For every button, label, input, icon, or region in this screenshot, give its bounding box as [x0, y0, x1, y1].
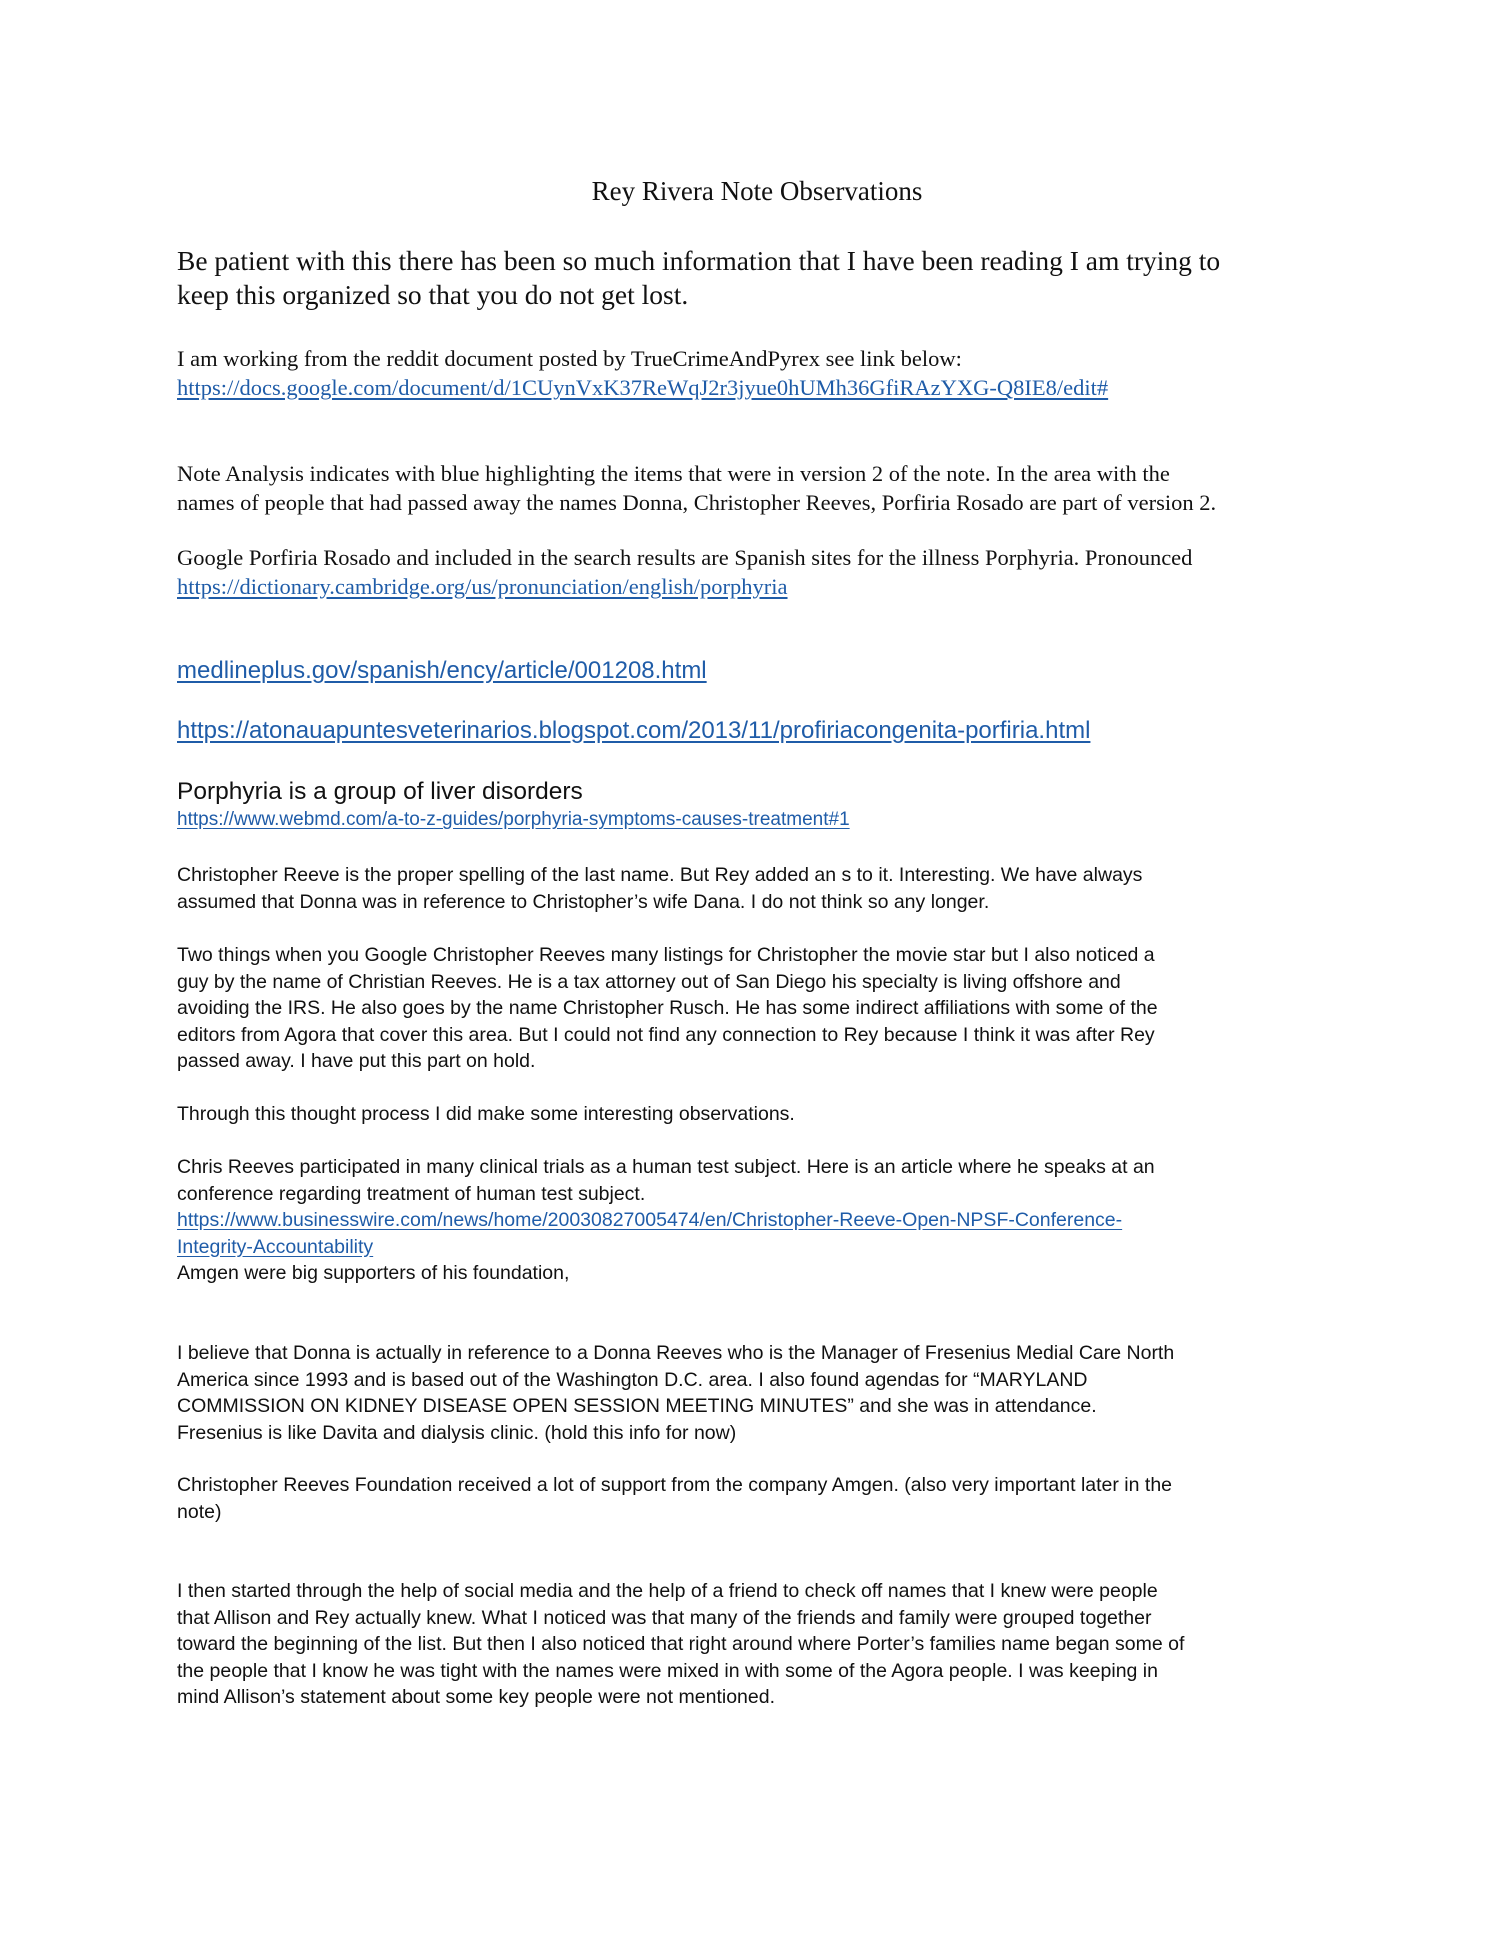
donna-paragraph — [177, 1340, 1337, 1446]
donna-line: COMMISSION ON KIDNEY DISEASE OPEN SESSION MEETING MINUTES” and she was in attendance. — [177, 1395, 1097, 1417]
amgen-line: Amgen were big supporters of his foundation, — [177, 1262, 570, 1284]
medline-paragraph — [177, 656, 1337, 686]
two-things-line: Two things when you Google Christopher Reeves many listings for Christopher the movie star but I also noticed a — [177, 944, 1155, 966]
foundation-line: note) — [177, 1500, 222, 1523]
businesswire-link[interactable]: https://www.businesswire.com/news/home/20030827005474/en/Christopher-Reeve-Open-NPSF-Conference- — [177, 1209, 1123, 1231]
donna-line: I believe that Donna is actually in reference to a Donna Reeves who is the Manager of Fresenius Medial Care North — [177, 1342, 1175, 1364]
medline-link[interactable]: medlineplus.gov/spanish/ency/article/001208.html — [177, 657, 707, 684]
blog-paragraph — [177, 716, 1337, 746]
two-things-paragraph — [177, 942, 1337, 1075]
foundation-paragraph — [177, 1472, 1337, 1525]
reeve-paragraph — [177, 862, 1337, 915]
source-paragraph — [177, 344, 1337, 402]
google-text: Google Porfiria Rosado and included in the search results are Spanish sites for the illness Porphyria. Pronounced — [177, 545, 1193, 570]
porphyria-heading: Porphyria is a group of liver disorders — [177, 778, 583, 805]
social-line: I then started through the help of social media and the help of a friend to check off names that I knew were people — [177, 1580, 1158, 1602]
blog-link[interactable]: https://atonauapuntesveterinarios.blogspot.com/2013/11/profiriacongenita-porfiria.html — [177, 717, 1091, 744]
social-line: that Allison and Rey actually knew. What I noticed was that many of the friends and family were grouped together — [177, 1606, 1152, 1629]
reeve-line: assumed that Donna was in reference to Christopher’s wife Dana. I do not think so any longer. — [177, 890, 990, 913]
analysis-line: Note Analysis indicates with blue highlighting the items that were in version 2 of the note. In the area with the — [177, 461, 1170, 486]
intro-paragraph — [177, 244, 1337, 312]
source-text: I am working from the reddit document posted by TrueCrimeAndPyrex see link below: — [177, 346, 962, 371]
porphyria-section — [177, 777, 1337, 832]
intro-line: Be patient with this there has been so much information that I have been reading I am trying to — [177, 245, 1221, 276]
foundation-line: Christopher Reeves Foundation received a lot of support from the company Amgen. (also very important later in the — [177, 1474, 1173, 1496]
donna-line: Fresenius is like Davita and dialysis clinic. (hold this info for now) — [177, 1421, 737, 1444]
page-title: Rey Rivera Note Observations — [591, 176, 923, 206]
social-line: mind Allison’s statement about some key people were not mentioned. — [177, 1686, 775, 1708]
two-things-line: passed away. I have put this part on hold. — [177, 1050, 536, 1072]
webmd-link[interactable]: https://www.webmd.com/a-to-z-guides/porphyria-symptoms-causes-treatment#1 — [177, 809, 850, 830]
social-line: toward the beginning of the list. But then I also noticed that right around where Porter’s families name began some of — [177, 1633, 1185, 1655]
two-things-line: avoiding the IRS. He also goes by the name Christopher Rusch. He has some indirect affiliations with some of the — [177, 997, 1158, 1019]
intro-line: keep this organized so that you do not get lost. — [177, 279, 689, 310]
google-paragraph — [177, 543, 1337, 601]
thought-line: Through this thought process I did make some interesting observations. — [177, 1103, 795, 1125]
businesswire-link[interactable]: Integrity-Accountability — [177, 1235, 374, 1258]
pronunciation-link[interactable]: https://dictionary.cambridge.org/us/pronunciation/english/porphyria — [177, 574, 788, 599]
donna-line: America since 1993 and is based out of the Washington D.C. area. I also found agendas for “MARYLAND — [177, 1368, 1088, 1391]
reeve-line: Christopher Reeve is the proper spelling of the last name. But Rey added an s to it. Interesting. We have always — [177, 864, 1143, 886]
source-link[interactable]: https://docs.google.com/document/d/1CUynVxK37ReWqJ2r3jyue0hUMh36GfiRAzYXG-Q8IE8/edit# — [177, 375, 1109, 400]
trials-paragraph — [177, 1154, 1337, 1287]
two-things-line: guy by the name of Christian Reeves. He is a tax attorney out of San Diego his specialty is living offshore and — [177, 970, 1121, 993]
trials-line: conference regarding treatment of human test subject. — [177, 1182, 646, 1205]
two-things-line: editors from Agora that cover this area. But I could not find any connection to Rey because I think it was after Rey — [177, 1023, 1155, 1046]
thought-paragraph — [177, 1101, 1337, 1128]
social-paragraph — [177, 1578, 1337, 1711]
social-line: the people that I know he was tight with the names were mixed in with some of the Agora people. I was keeping in — [177, 1659, 1158, 1682]
analysis-paragraph — [177, 459, 1337, 517]
trials-line: Chris Reeves participated in many clinical trials as a human test subject. Here is an article where he speaks at an — [177, 1156, 1155, 1178]
analysis-line: names of people that had passed away the names Donna, Christopher Reeves, Porfiria Rosado are part of version 2. — [177, 490, 1217, 515]
